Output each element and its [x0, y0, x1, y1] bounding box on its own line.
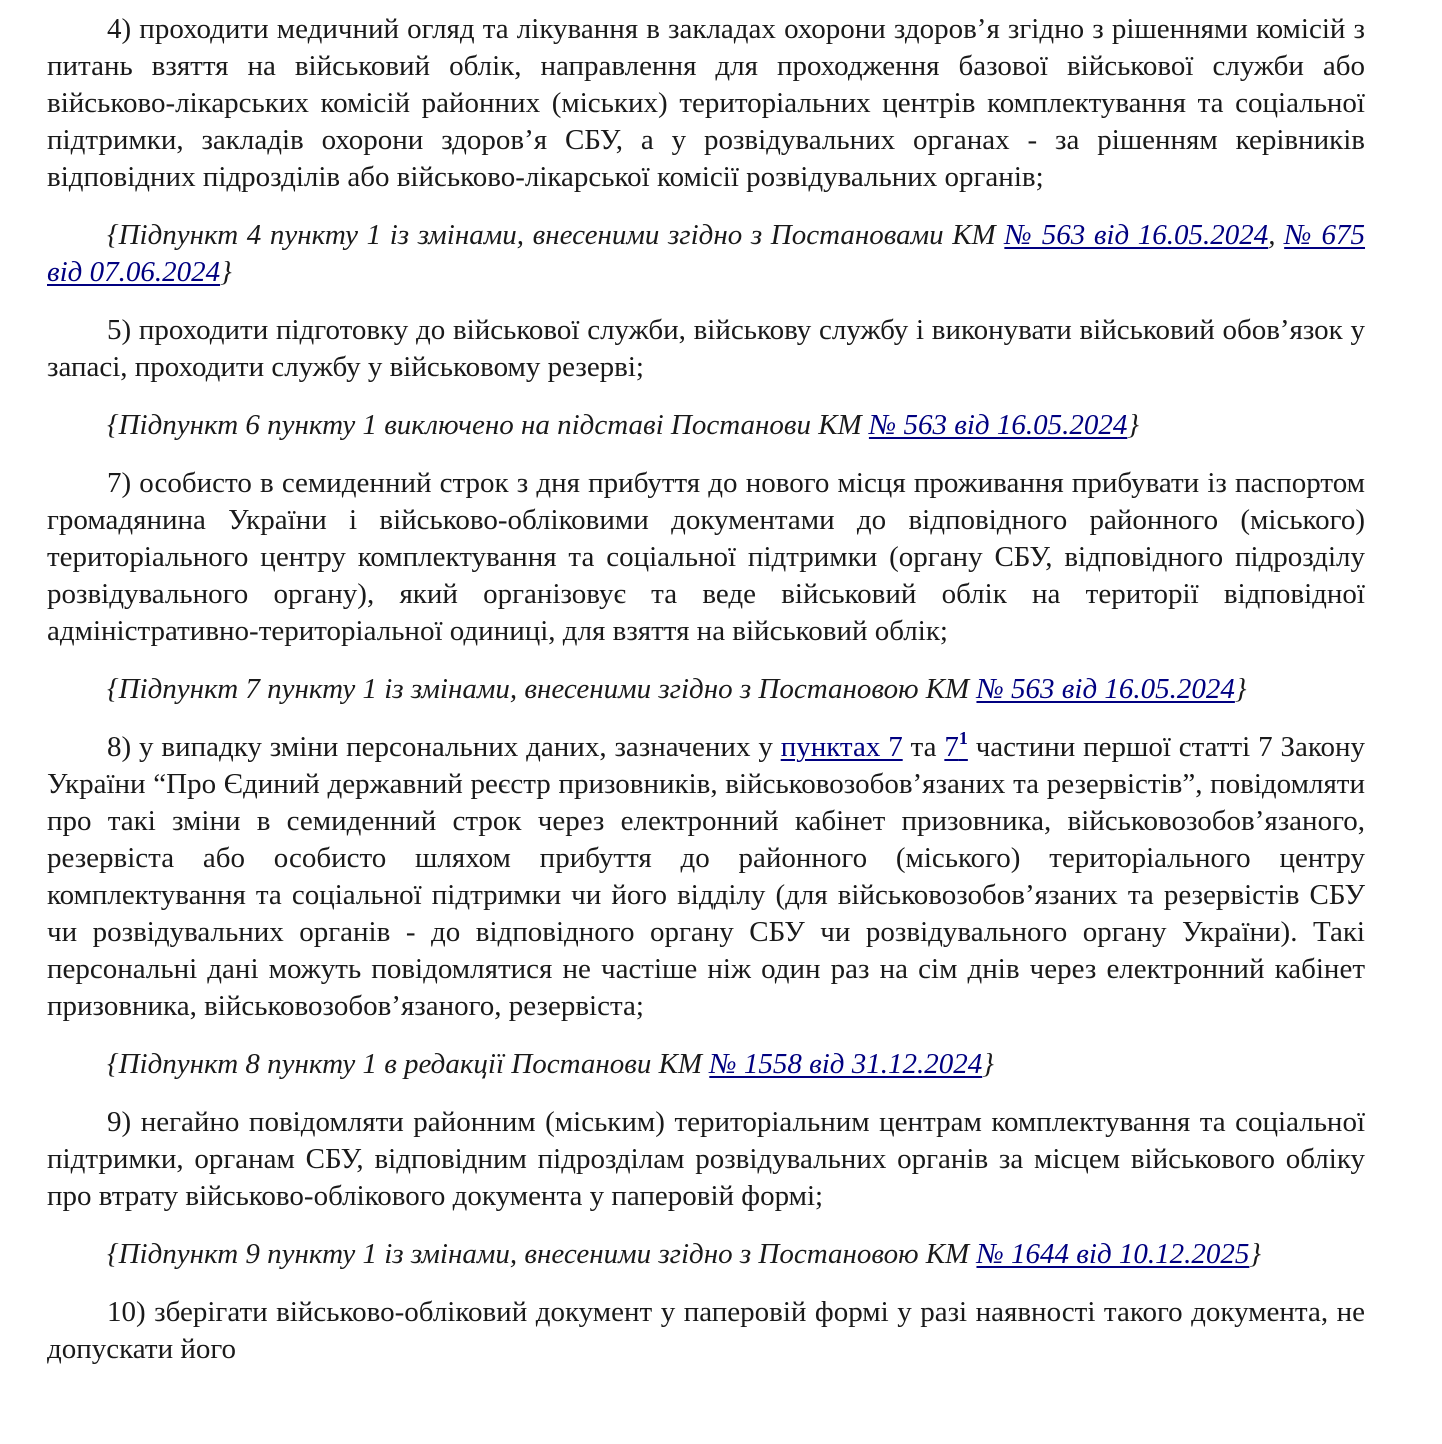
link-resolution-675[interactable]: № 675 від 07.06.2024 — [47, 219, 1366, 288]
subparagraph-7: 7) особисто в семиденний строк з дня прибуття до нового місця проживання прибувати із паспортом громадянина України і військово-обліковими документами до відповідного районного (міського) територіального центру комплектування та соціальної підтримки (органу СБУ, відповідного підрозділу розвідувального органу), який організовує та веде військовий облік на території відповідної адміністративно-територіальної одиниці, для взяття на військовий облік; — [47, 467, 1365, 647]
note-text: Підпункт 9 пункту 1 із змінами, внесеними згідно з Постановою КМ — [118, 1238, 977, 1270]
link-resolution-563[interactable]: № 563 від 16.05.2024 — [976, 673, 1235, 705]
note-text: Підпункт 7 пункту 1 із змінами, внесеними згідно з Постановою КМ — [118, 673, 977, 705]
amendment-note-8 — [47, 1046, 1365, 1083]
link-resolution-563[interactable]: № 563 від 16.05.2024 — [1004, 219, 1269, 251]
document-body — [47, 11, 1366, 1365]
subparagraph-8 — [47, 729, 1365, 1025]
brace-close: } — [982, 1048, 994, 1080]
amendment-note-9 — [47, 1236, 1365, 1273]
link-item-7-1[interactable] — [944, 728, 968, 763]
link-base: 7 — [944, 731, 959, 763]
subparagraph-5: 5) проходити підготовку до військової служби, військову службу і виконувати військовий обов’язок у запасі, проходити службу у військовому резерві; — [47, 314, 1365, 383]
text-segment: 8) у випадку зміни персональних даних, зазначених у — [107, 731, 781, 763]
amendment-note-6 — [47, 407, 1365, 444]
note-text: Підпункт 6 пункту 1 виключено на підставі Постанови КМ — [118, 409, 869, 441]
brace-open: { — [107, 409, 119, 441]
link-resolution-1644[interactable]: № 1644 від 10.12.2025 — [976, 1238, 1250, 1270]
text-segment: та — [902, 731, 945, 763]
subparagraph-10: 10) зберігати військово-обліковий документ у паперовій формі у разі наявності такого документа, не допускати його — [47, 1296, 1365, 1365]
link-resolution-563[interactable]: № 563 від 16.05.2024 — [868, 409, 1128, 441]
brace-close: } — [1234, 673, 1247, 705]
brace-close: } — [220, 256, 232, 288]
subparagraph-4: 4) проходити медичний огляд та лікування в закладах охорони здоров’я згідно з рішеннями комісій з питань взяття на військовий облік, направлення для проходження базової військової служби або військово-лікарських комісій районних (міських) територіальних центрів комплектування та соціальної підтримки, закладів охорони здоров’я СБУ, а у розвідувальних органах - за рішенням керівників відповідних підрозділів або військово-лікарської комісії розвідувальних органів; — [47, 13, 1365, 193]
note-text: Підпункт 8 пункту 1 в редакції Постанови КМ — [118, 1048, 710, 1080]
note-text: Підпункт 4 пункту 1 із змінами, внесеними згідно з Постановами КМ — [118, 219, 1005, 251]
brace-open: { — [107, 1048, 119, 1080]
link-item-7[interactable]: пунктах 7 — [780, 731, 903, 763]
subparagraph-9: 9) негайно повідомляти районним (міським) територіальним центрам комплектування та соціальної підтримки, органам СБУ, відповідним підрозділам розвідувальних органів за місцем військового обліку про втрату військово-облікового документа у паперовій формі; — [47, 1106, 1365, 1212]
superscript: 1 — [958, 728, 968, 748]
brace-open: { — [107, 219, 119, 251]
brace-close: } — [1249, 1238, 1261, 1270]
separator: , — [1268, 219, 1285, 251]
brace-open: { — [107, 673, 119, 705]
text-segment: частини першої статті 7 Закону України “Про Єдиний державний реєстр призовників, військовозобов’язаних та резервістів”, повідомляти про такі зміни в семиденний строк через електронний кабінет призовника, військовозобов’язаного, резервіста або особисто шляхом прибуття до районного (міського) територіального центру комплектування та соціальної підтримки чи його відділу (для військовозобов’язаних та резервістів СБУ чи розвідувальних органів - до відповідного органу СБУ чи розвідувального органу України). Такі персональні дані можуть повідомлятися не частіше ніж один раз на сім днів через електронний кабінет призовника, військовозобов’язаного, резервіста; — [47, 731, 1365, 1022]
amendment-note-7 — [47, 671, 1365, 708]
link-resolution-1558[interactable]: № 1558 від 31.12.2024 — [709, 1048, 983, 1080]
brace-open: { — [107, 1238, 119, 1270]
subparagraph-10-partial — [47, 1294, 1365, 1365]
amendment-note-4 — [47, 217, 1365, 291]
brace-close: } — [1127, 409, 1139, 441]
